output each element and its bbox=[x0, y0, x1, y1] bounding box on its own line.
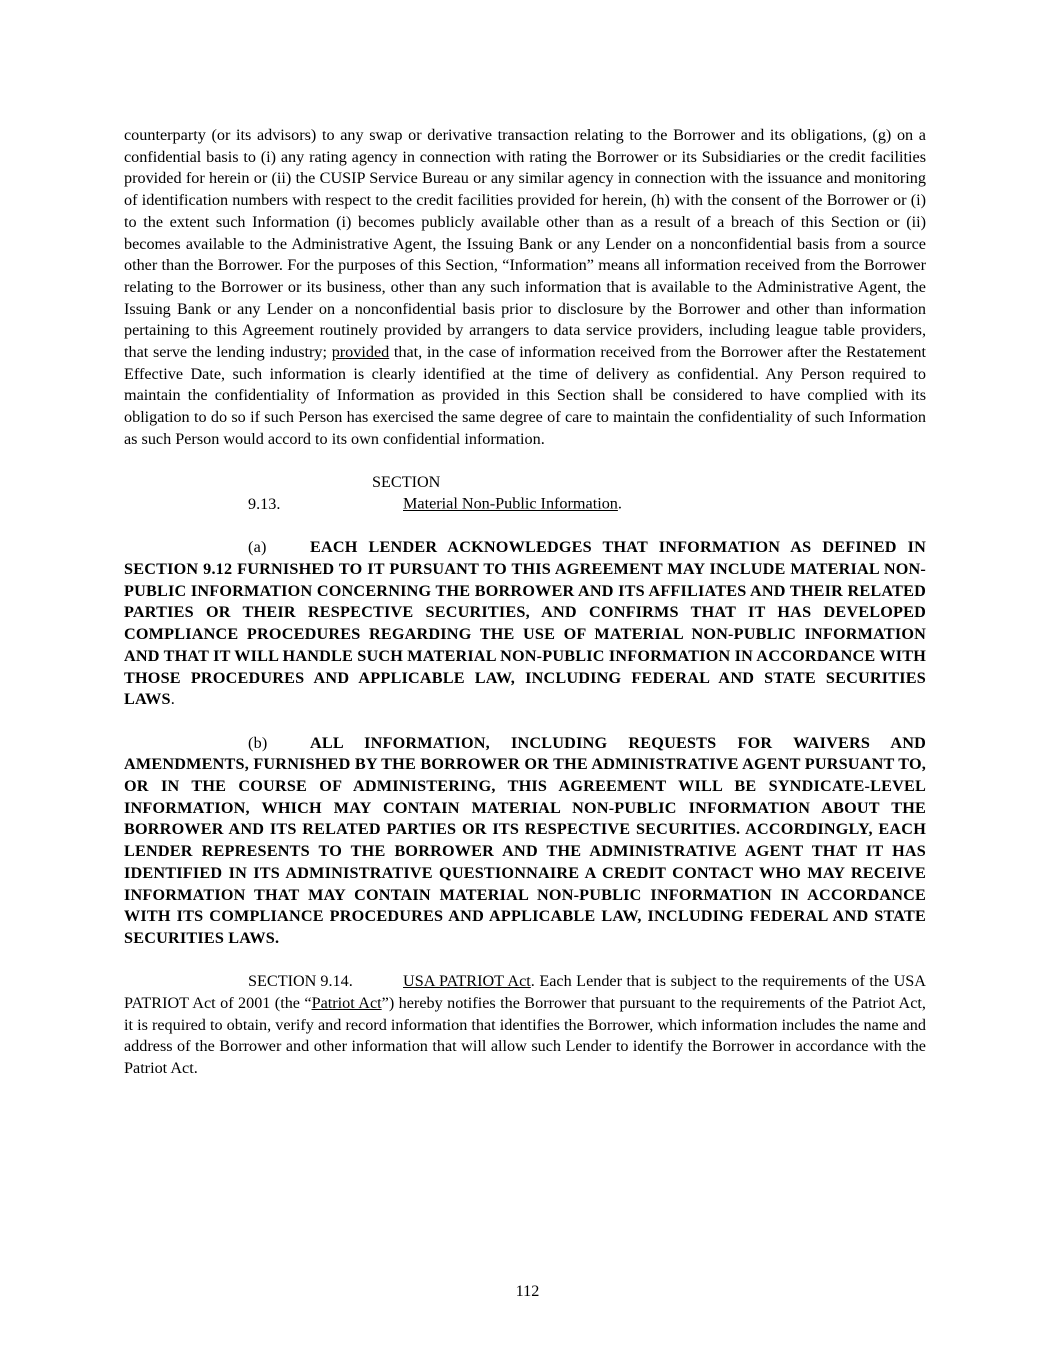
section-9-14-number: SECTION 9.14. bbox=[248, 972, 353, 991]
document-page bbox=[124, 125, 926, 1080]
clause-a-text: EACH LENDER ACKNOWLEDGES THAT INFORMATION AS DEFINED IN SECTION 9.12 FURNISHED TO IT PURSUANT TO THIS AGREEMENT MAY INCLUDE MATERIAL NON-PUBLIC INFORMATION CONCERNING THE BORROWER AND ITS AFFILIATES AND THEIR RELATED PARTIES OR THEIR RESPECTIVE SECURITIES, AND CONFIRMS THAT IT HAS DEVELOPED COMPLIANCE PROCEDURES REGARDING THE USE OF MATERIAL NON-PUBLIC INFORMATION AND THAT IT WILL HANDLE SUCH MATERIAL NON-PUBLIC INFORMATION IN ACCORDANCE WITH THOSE PROCEDURES AND APPLICABLE LAW, INCLUDING FEDERAL AND STATE SECURITIES LAWS bbox=[124, 538, 926, 709]
confidentiality-paragraph bbox=[124, 125, 926, 451]
section-9-14 bbox=[124, 971, 926, 1080]
patriot-act-term: Patriot Act bbox=[311, 994, 382, 1013]
clause-b-text: ALL INFORMATION, INCLUDING REQUESTS FOR WAIVERS AND AMENDMENTS, FURNISHED BY THE BORROWER OR THE ADMINISTRATIVE AGENT PURSUANT TO, OR IN THE COURSE OF ADMINISTERING, THIS AGREEMENT WILL BE SYNDICATE-LEVEL INFORMATION, WHICH MAY CONTAIN MATERIAL NON-PUBLIC INFORMATION ABOUT THE BORROWER AND ITS RELATED PARTIES OR ITS RESPECTIVE SECURITIES. ACCORDINGLY, EACH LENDER REPRESENTS TO THE BORROWER AND THE ADMINISTRATIVE AGENT THAT IT HAS IDENTIFIED IN ITS ADMINISTRATIVE QUESTIONNAIRE A CREDIT CONTACT WHO MAY RECEIVE INFORMATION THAT MAY CONTAIN MATERIAL NON-PUBLIC INFORMATION IN ACCORDANCE WITH ITS COMPLIANCE PROCEDURES AND APPLICABLE LAW, INCLUDING FEDERAL AND STATE SECURITIES LAWS. bbox=[124, 733, 926, 947]
section-9-14-text-2: ”) hereby notifies the Borrower that pursuant to the requirements of the Patriot Act, it is required to obtain, verify and record information that identifies the Borrower, which information includes the name and address of the Borrower and other information that will allow such Lender to identify the Borrower in accordance with the Patriot Act. bbox=[124, 994, 926, 1078]
intro-text-1: counterparty (or its advisors) to any swap or derivative transaction relating to the Borrower and its obligations, (g) on a confidential basis to (i) any rating agency in connection with rating the Borrower or its Subsidiaries or the credit facilities provided for herein or (ii) the CUSIP Service Bureau or any similar agency in connection with the issuance and monitoring of identification numbers with respect to the credit facilities provided for herein, (h) with the consent of the Borrower or (i) to the extent such Information (i) becomes publicly available other than as a result of a breach of this Section or (ii) becomes available to the Administrative Agent, the Issuing Bank or any Lender on a nonconfidential basis from a source other than the Borrower. For the purposes of this Section, “Information” means all information received from the Borrower relating to the Borrower or its business, other than any such information that is available to the Administrative Agent, the Issuing Bank or any Lender on a nonconfidential basis prior to disclosure by the Borrower and other than information pertaining to this Agreement routinely provided by arrangers to data service providers, including league table providers, that serve the lending industry; bbox=[124, 126, 926, 362]
clause-a-label: (a) bbox=[248, 538, 267, 557]
intro-text-2: that, in the case of information received from the Borrower after the Restatement Effective Date, such information is clearly identified at the time of delivery as confidential. Any Person required to maintain the confidentiality of Information as provided in this Section shall be considered to have complied with its obligation to do so if such Person has exercised the same degree of care to maintain the confidentiality of such Information as such Person would accord to its own confidential information. bbox=[124, 343, 926, 448]
provided-term: provided bbox=[331, 343, 390, 362]
section-9-13-heading bbox=[124, 472, 926, 515]
clause-b-label: (b) bbox=[248, 733, 268, 752]
section-9-14-title: USA PATRIOT Act bbox=[403, 972, 531, 991]
section-9-13-b bbox=[124, 733, 926, 950]
section-9-13-title: Material Non-Public Information bbox=[403, 494, 618, 513]
section-9-14-text-1: . Each Lender that is subject to the requirements of the USA PATRIOT Act of 2001 (the “ bbox=[124, 972, 926, 1013]
section-9-14-number-wrap bbox=[248, 971, 403, 993]
page-number: 112 bbox=[515, 1282, 540, 1300]
section-9-13-a bbox=[124, 537, 926, 711]
section-9-13-period: . bbox=[617, 494, 622, 513]
section-9-13-number: SECTION 9.13. bbox=[248, 473, 441, 513]
clause-a-tail: . bbox=[170, 690, 175, 709]
